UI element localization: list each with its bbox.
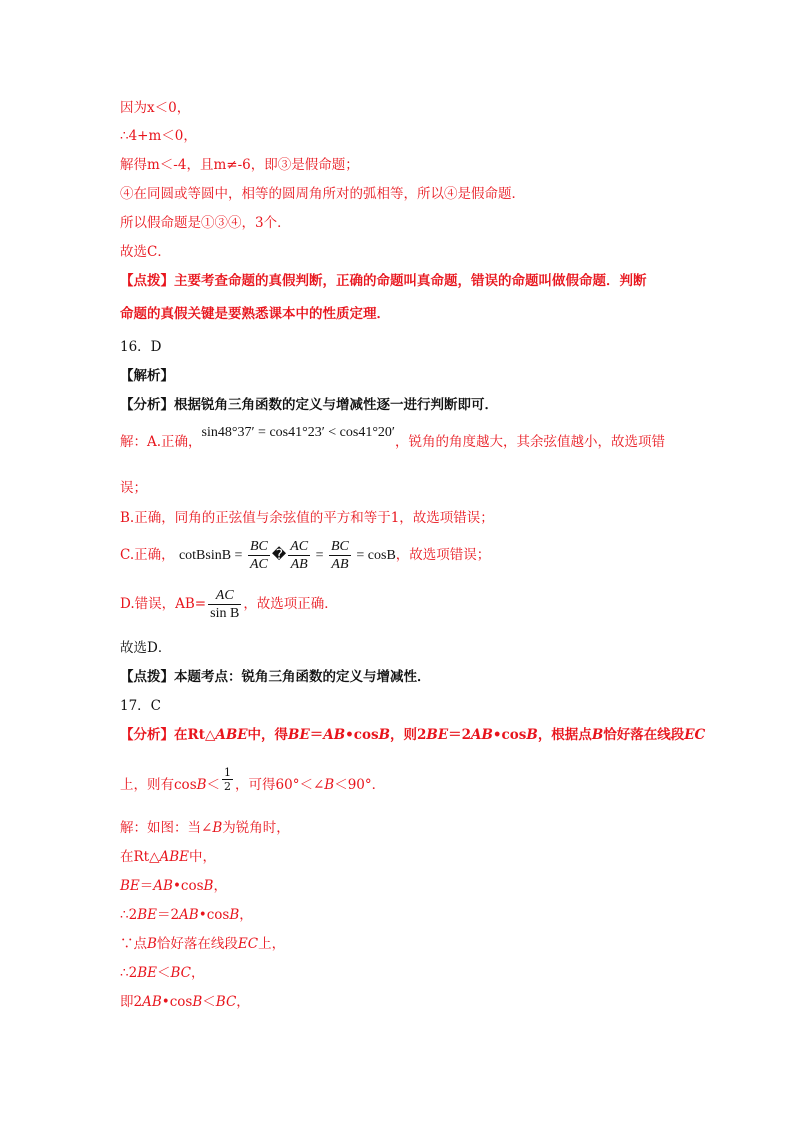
text-span: EC [684,727,706,743]
text-span: •cos [198,907,230,923]
fraction-denominator: AB [290,556,308,572]
text-span: 解：A.正确， [120,434,202,450]
math-span: � [271,547,287,563]
text-span: ＝2 [156,907,180,923]
text-span: 中，得 [247,727,289,743]
text-line [120,905,253,925]
text-span: ＝2 [448,727,472,743]
text-span: 上，则有cos [120,777,197,793]
text-line: ∴4+m＜0， [120,128,197,144]
text-line [120,934,285,954]
text-span: BE [426,727,449,743]
fraction-denominator: AB [331,556,349,572]
fraction [208,587,241,622]
text-span: 在Rt△ [120,849,160,865]
text-line: ④在同圆或等圆中，相等的圆周角所对的弧相等，所以④是假命题． [120,186,525,202]
text-line: 命题的真假关键是要熟悉课本中的性质定理． [120,306,390,322]
text-span: ABE [159,849,190,865]
text-line: 【点拨】本题考点：锐角三角函数的定义与增减性． [120,669,431,685]
text-span: ＝ [309,727,324,743]
text-span: B [324,777,335,793]
fraction-numerator: BC [249,538,268,554]
text-line: 故选C． [120,244,171,260]
text-span: ，可得60°＜∠ [235,777,325,793]
text-span: 【分析】在Rt△ [120,727,216,743]
text-span: •cos [161,994,193,1010]
text-span: AB [153,878,173,894]
text-span: AB [179,907,199,923]
text-span: 解：如图：当∠ [120,820,213,836]
text-span: EC [237,936,259,952]
text-line [120,766,386,800]
text-span: BE [137,907,157,923]
text-span: ∴2 [120,965,138,981]
text-line: 故选D． [120,640,172,656]
question-number: 17．C [120,698,162,714]
fraction [329,538,351,573]
text-span: ，故选项错误； [395,547,491,563]
text-span: ＝ [139,878,154,894]
text-span: B [229,907,240,923]
text-span: 为锐角时， [222,820,290,836]
text-line [120,818,290,838]
math-span: = [315,547,324,563]
text-span: B [212,820,223,836]
text-span: BC [215,994,237,1010]
text-line [120,424,665,457]
text-line: 【分析】根据锐角三角函数的定义与增减性逐一进行判断即可． [120,397,498,413]
text-span: 恰好落在线段 [156,936,238,952]
text-line [120,876,227,896]
fraction [248,538,270,573]
fraction-denominator: 2 [224,780,232,793]
text-span: B [591,727,604,743]
text-span: B [203,878,214,894]
section-heading: 【解析】 [120,368,174,384]
text-span: ，则2 [390,727,427,743]
text-span: 恰好落在线段 [603,727,685,743]
math-span: cotBsinB = [178,547,243,563]
text-span: B [378,727,391,743]
text-span: ABE [215,727,248,743]
text-line [120,847,216,867]
text-line [120,586,338,622]
text-span: D.错误，AB= [120,596,207,612]
fraction-denominator: AC [249,556,268,572]
text-line: B.正确，同角的正弦值与余弦值的平方和等于1，故选项错误； [120,510,494,526]
fraction-numerator: BC [331,538,349,554]
text-span: BE [120,878,140,894]
text-span: ∵点 [120,936,147,952]
text-line: 解得m＜-4，且m≠-6，即③是假命题； [120,157,359,173]
text-span: ， [239,907,253,923]
text-span: AB [142,994,162,1010]
text-span: ＜ [202,994,216,1010]
text-line [120,725,705,745]
text-span: ，故选项正确． [243,596,338,612]
text-span: •cos [492,727,527,743]
text-span: 上， [258,936,286,952]
math-expression: sin48°37′ = cos41°23′ < cos41°20′ [201,424,395,440]
text-span: ∴2 [120,907,138,923]
fraction-numerator: 1 [224,766,232,779]
text-line [120,537,490,574]
text-span: C.正确， [120,547,175,563]
text-span: BE [288,727,310,743]
fraction [222,766,233,793]
text-span: B [192,994,203,1010]
math-expression [179,538,396,574]
text-span: AB [471,727,493,743]
text-line [120,963,204,983]
text-span: B [147,936,157,952]
text-span: ， [190,965,205,981]
text-span: 即2 [120,994,143,1010]
fraction-numerator: AC [208,587,241,605]
text-span: BC [170,965,191,981]
question-number: 16．D [120,339,162,355]
text-line: 【点拨】主要考查命题的真假判断，正确的命题叫真命题，错误的命题叫做假命题．判断 [120,273,647,289]
text-span: B [526,727,538,743]
text-span: BE [137,965,157,981]
text-span: ＜ [206,777,221,793]
text-span: ， [213,878,227,894]
text-span: •cos [172,878,204,894]
text-line [120,992,250,1012]
text-span: ， [236,994,250,1010]
fraction-denominator: sin B [210,606,240,621]
text-span: ＜90°． [334,777,386,793]
text-span: ，根据点 [537,727,592,743]
text-span: ＜ [156,965,171,981]
fraction-numerator: AC [290,538,309,554]
text-span: AB [323,727,346,743]
text-line: 因为x＜0， [120,100,191,116]
text-span: •cos [345,727,379,743]
text-span: ，锐角的角度越大，其余弦值越小，故选项错 [394,434,665,450]
fraction [288,538,310,573]
math-span: = cosB [356,547,396,563]
text-span: B [196,777,207,793]
text-line: 误； [120,480,147,496]
text-line: 所以假命题是①③④，3个． [120,215,291,231]
text-span: 中， [189,849,217,865]
